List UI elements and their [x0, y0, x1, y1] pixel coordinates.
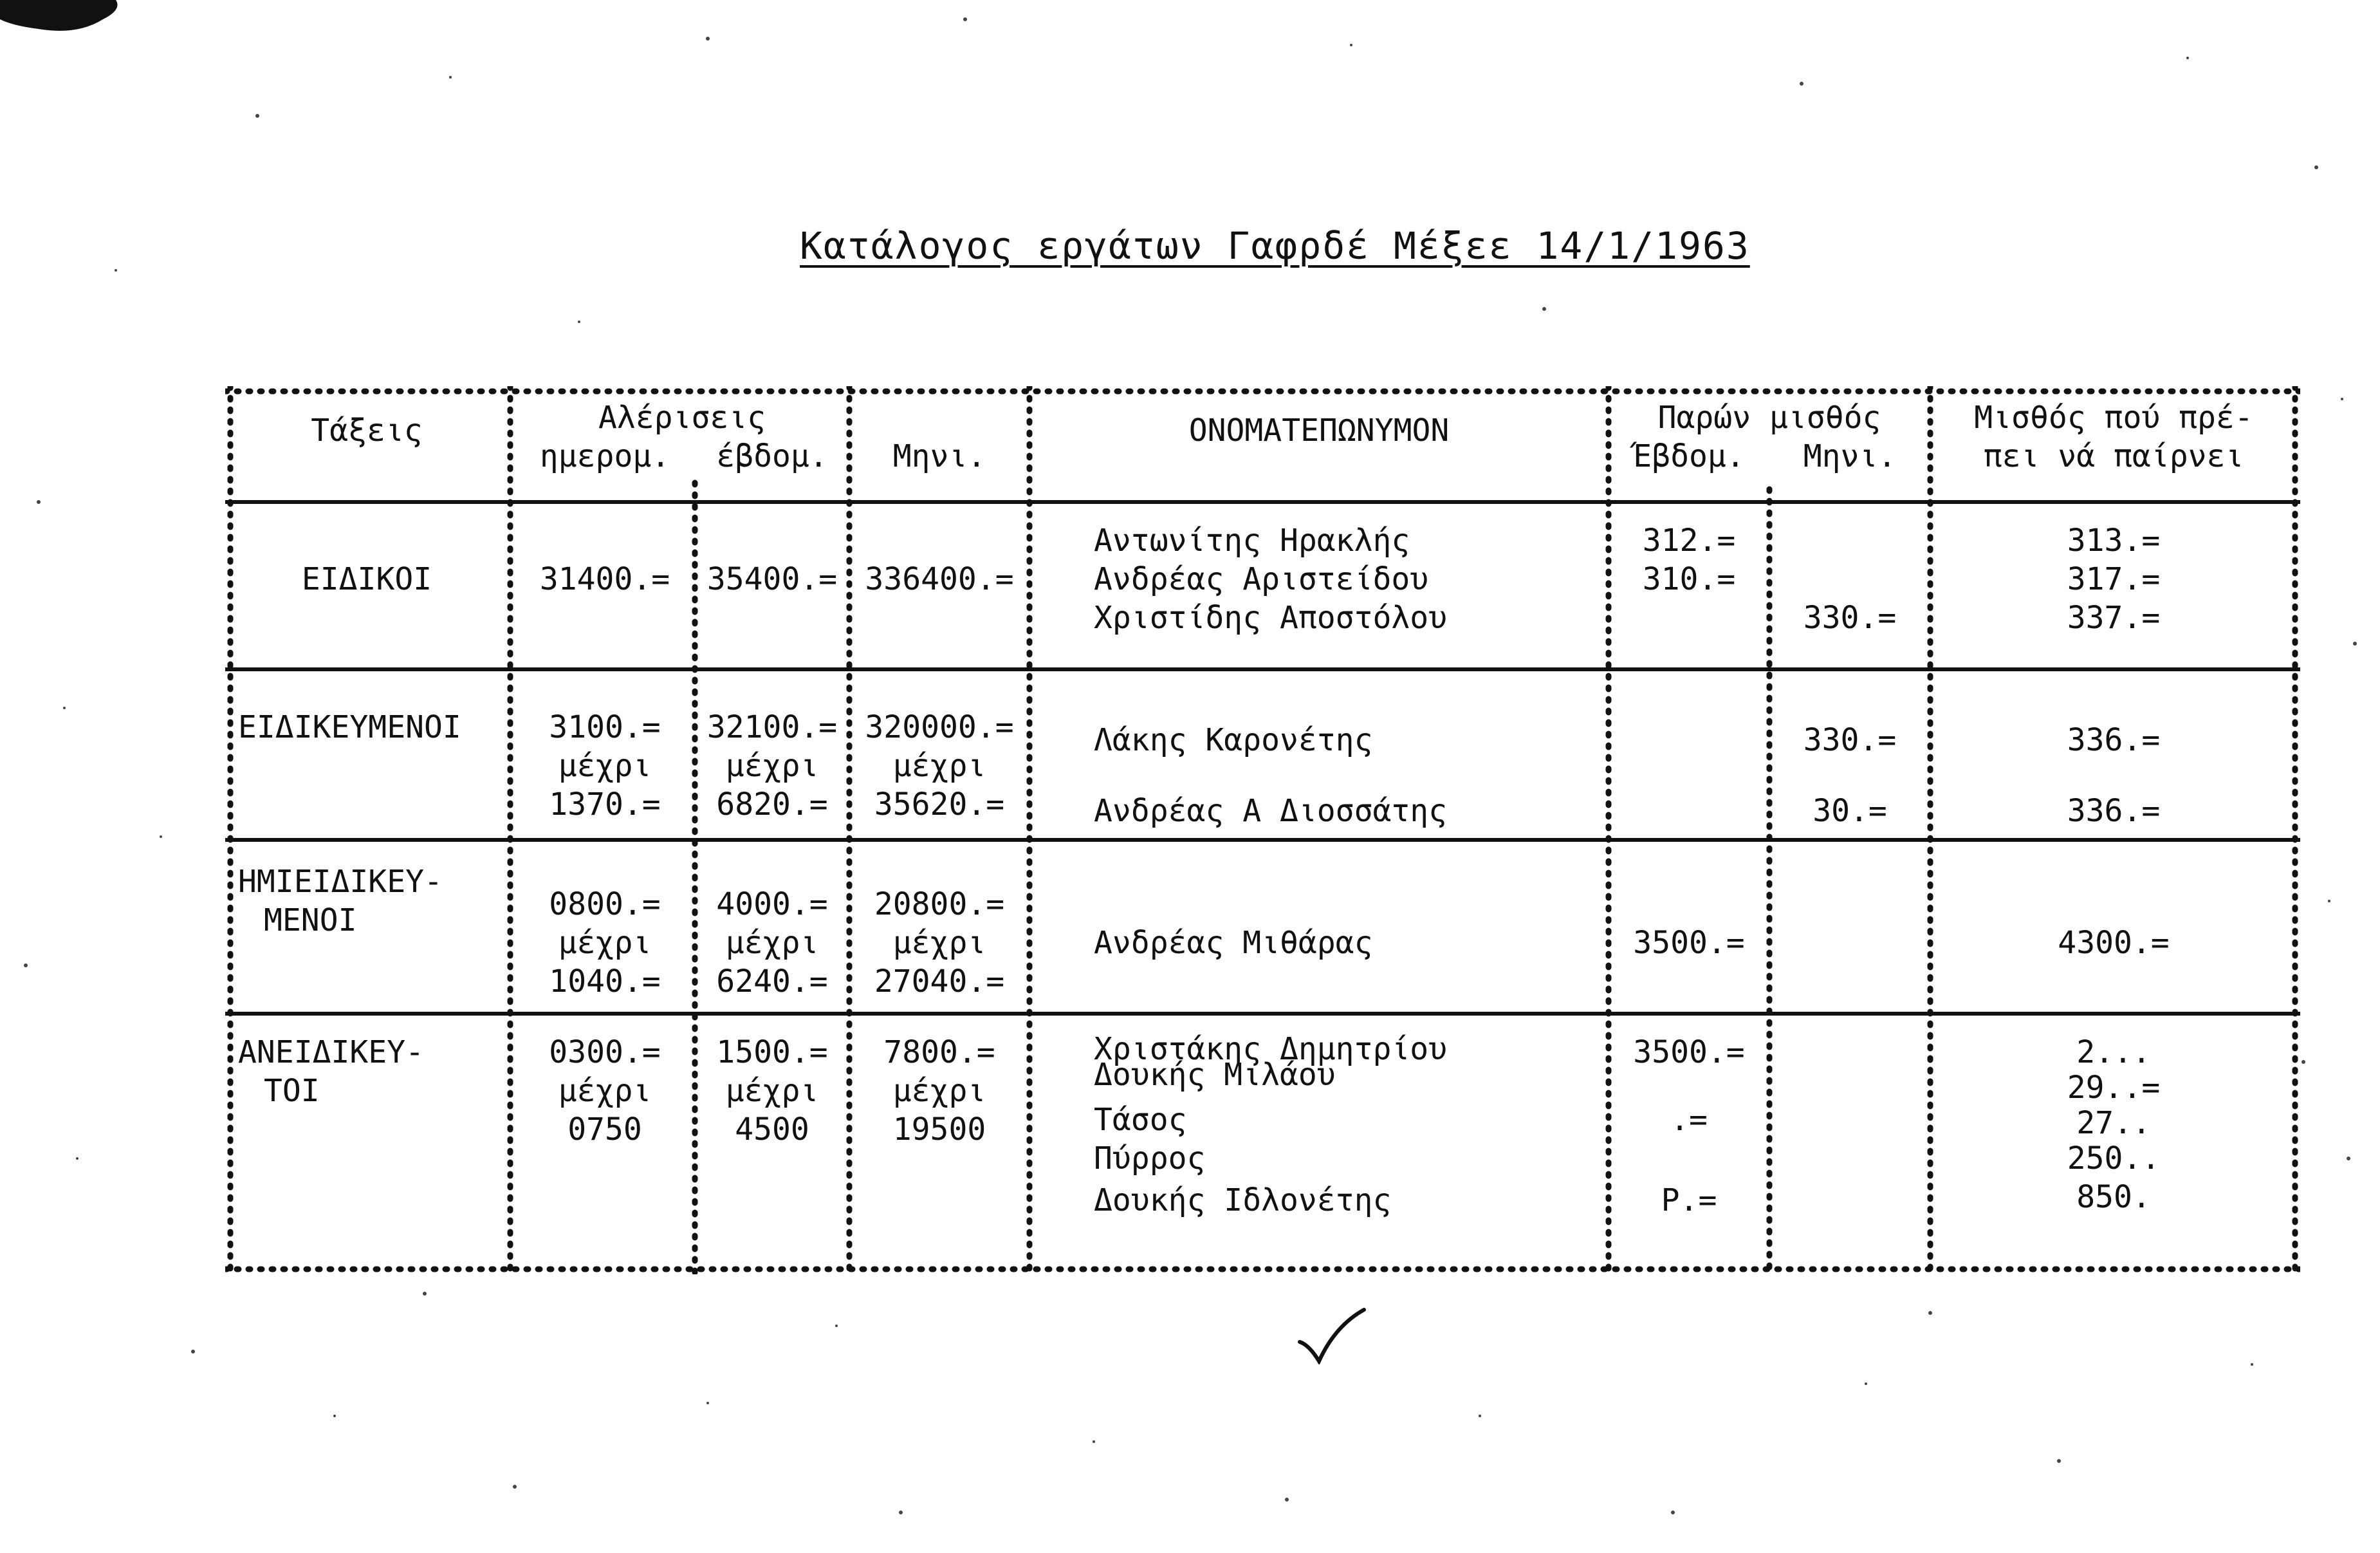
row2-daily-1: 3100.= — [549, 709, 661, 745]
header-current-weekly: Έβδομ. — [1633, 438, 1745, 474]
row2-class: ΕΙΔΙΚΕΥΜΕΝΟΙ — [238, 709, 461, 745]
row4-monthly-2: μέχρι — [892, 1073, 986, 1109]
row4-daily-3: 0750 — [567, 1111, 642, 1148]
row3-daily-1: 0800.= — [549, 886, 661, 922]
row4-weekly-1: 1500.= — [716, 1034, 828, 1070]
row1-class: ΕΙΔΙΚΟΙ — [301, 561, 432, 597]
row1-should-earn-2: 317.= — [2067, 561, 2161, 597]
row1-should-earn-1: 313.= — [2067, 523, 2161, 559]
row4-should-earn-2: 29..= — [2067, 1070, 2161, 1106]
row4-monthly-3: 19500 — [892, 1111, 986, 1148]
row1-name-3: Χριστίδης Αποστόλου — [1094, 600, 1448, 636]
row4-weekly-pay-3: .= — [1670, 1102, 1708, 1138]
row3-daily-3: 1040.= — [549, 963, 661, 1000]
header-group-current-pay: Παρών μισθός — [1657, 400, 1881, 436]
row2-monthly-1: 320000.= — [865, 709, 1014, 745]
row3-monthly-1: 20800.= — [874, 886, 1005, 922]
row3-should-earn-1: 4300.= — [2058, 925, 2170, 961]
row1-monthly: 336400.= — [865, 561, 1014, 597]
row4-monthly-1: 7800.= — [883, 1034, 995, 1070]
document-title: Κατάλογος εργάτων Γαφρδέ Μέξεε 14/1/1963 — [800, 224, 1750, 268]
row3-weekly-2: μέχρι — [725, 925, 819, 961]
row2-monthly-pay-2: 30.= — [1813, 793, 1887, 829]
header-current-monthly: Μηνι. — [1803, 438, 1897, 474]
row4-weekly-3: 4500 — [735, 1111, 809, 1148]
row3-class-2: ΜΕΝΟΙ — [264, 902, 357, 938]
row2-name-2: Ανδρέας Α Διοσσάτης — [1094, 793, 1448, 829]
row4-should-earn-5: 850. — [2076, 1179, 2151, 1215]
row1-should-earn-3: 337.= — [2067, 600, 2161, 636]
row4-daily-1: 0300.= — [549, 1034, 661, 1070]
row4-daily-2: μέχρι — [558, 1073, 652, 1109]
row2-weekly-3: 6820.= — [716, 786, 828, 823]
header-monthly: Μηνι. — [892, 438, 986, 474]
row4-name-4: Πύρρος — [1094, 1140, 1206, 1176]
row3-weekly-1: 4000.= — [716, 886, 828, 922]
row4-class-2: ΤΟΙ — [264, 1073, 320, 1109]
row4-weekly-2: μέχρι — [725, 1073, 819, 1109]
workers-table — [225, 386, 2300, 1274]
row2-monthly-3: 35620.= — [874, 786, 1005, 823]
ink-blot — [0, 0, 122, 51]
row4-class-1: ΑΝΕΙΔΙΚΕΥ- — [238, 1034, 424, 1070]
header-should-earn-1: Μισθός πού πρέ- — [1974, 400, 2253, 436]
row4-name-3: Τάσος — [1094, 1102, 1187, 1138]
row1-daily: 31400.= — [539, 561, 670, 597]
row4-should-earn-4: 250.. — [2067, 1140, 2161, 1176]
row1-name-2: Ανδρέας Αριστείδου — [1094, 561, 1429, 597]
row4-name-2: Δουκής Μιλάου — [1094, 1057, 1336, 1093]
row3-name-1: Ανδρέας Μιθάρας — [1094, 925, 1373, 961]
row4-name-5: Δουκής Ιδλονέτης — [1094, 1182, 1392, 1218]
row4-name-1: Χριστάκης Δημητρίου — [1094, 1031, 1448, 1067]
row2-daily-2: μέχρι — [558, 748, 652, 784]
header-classes: Τάξεις — [311, 413, 423, 449]
row3-weekly-pay-1: 3500.= — [1633, 925, 1745, 961]
row3-daily-2: μέχρι — [558, 925, 652, 961]
row1-weekly: 35400.= — [706, 561, 838, 597]
header-name: ΟΝΟΜΑΤΕΠΩΝΥΜΟΝ — [1188, 413, 1450, 449]
row3-monthly-3: 27040.= — [874, 963, 1005, 1000]
row1-monthly-pay-3: 330.= — [1803, 600, 1897, 636]
row3-weekly-3: 6240.= — [716, 963, 828, 1000]
row1-weekly-pay-1: 312.= — [1642, 523, 1736, 559]
row2-weekly-2: μέχρι — [725, 748, 819, 784]
row3-monthly-2: μέχρι — [892, 925, 986, 961]
row2-daily-3: 1370.= — [549, 786, 661, 823]
checkmark-icon — [1296, 1307, 1367, 1364]
row2-name-1: Λάκης Καρονέτης — [1094, 722, 1373, 758]
row1-name-1: Αντωνίτης Ηρακλής — [1094, 523, 1410, 559]
row3-class-1: ΗΜΙΕΙΔΙΚΕΥ- — [238, 864, 443, 900]
header-weekly: έβδομ. — [716, 438, 828, 474]
header-daily: ημερομ. — [539, 438, 670, 474]
row2-should-earn-2: 336.= — [2067, 793, 2161, 829]
row4-should-earn-1: 2... — [2076, 1034, 2151, 1070]
row1-weekly-pay-2: 310.= — [1642, 561, 1736, 597]
header-group-wages: Αλέρισεις — [598, 400, 766, 436]
row4-weekly-pay-5: P.= — [1661, 1182, 1717, 1218]
row4-weekly-pay-1: 3500.= — [1633, 1034, 1745, 1070]
row2-should-earn-1: 336.= — [2067, 722, 2161, 758]
row2-monthly-pay-1: 330.= — [1803, 722, 1897, 758]
row2-weekly-1: 32100.= — [706, 709, 838, 745]
row2-monthly-2: μέχρι — [892, 748, 986, 784]
header-should-earn-2: πει νά παίρνει — [1983, 438, 2244, 474]
row4-should-earn-3: 27.. — [2076, 1105, 2151, 1141]
